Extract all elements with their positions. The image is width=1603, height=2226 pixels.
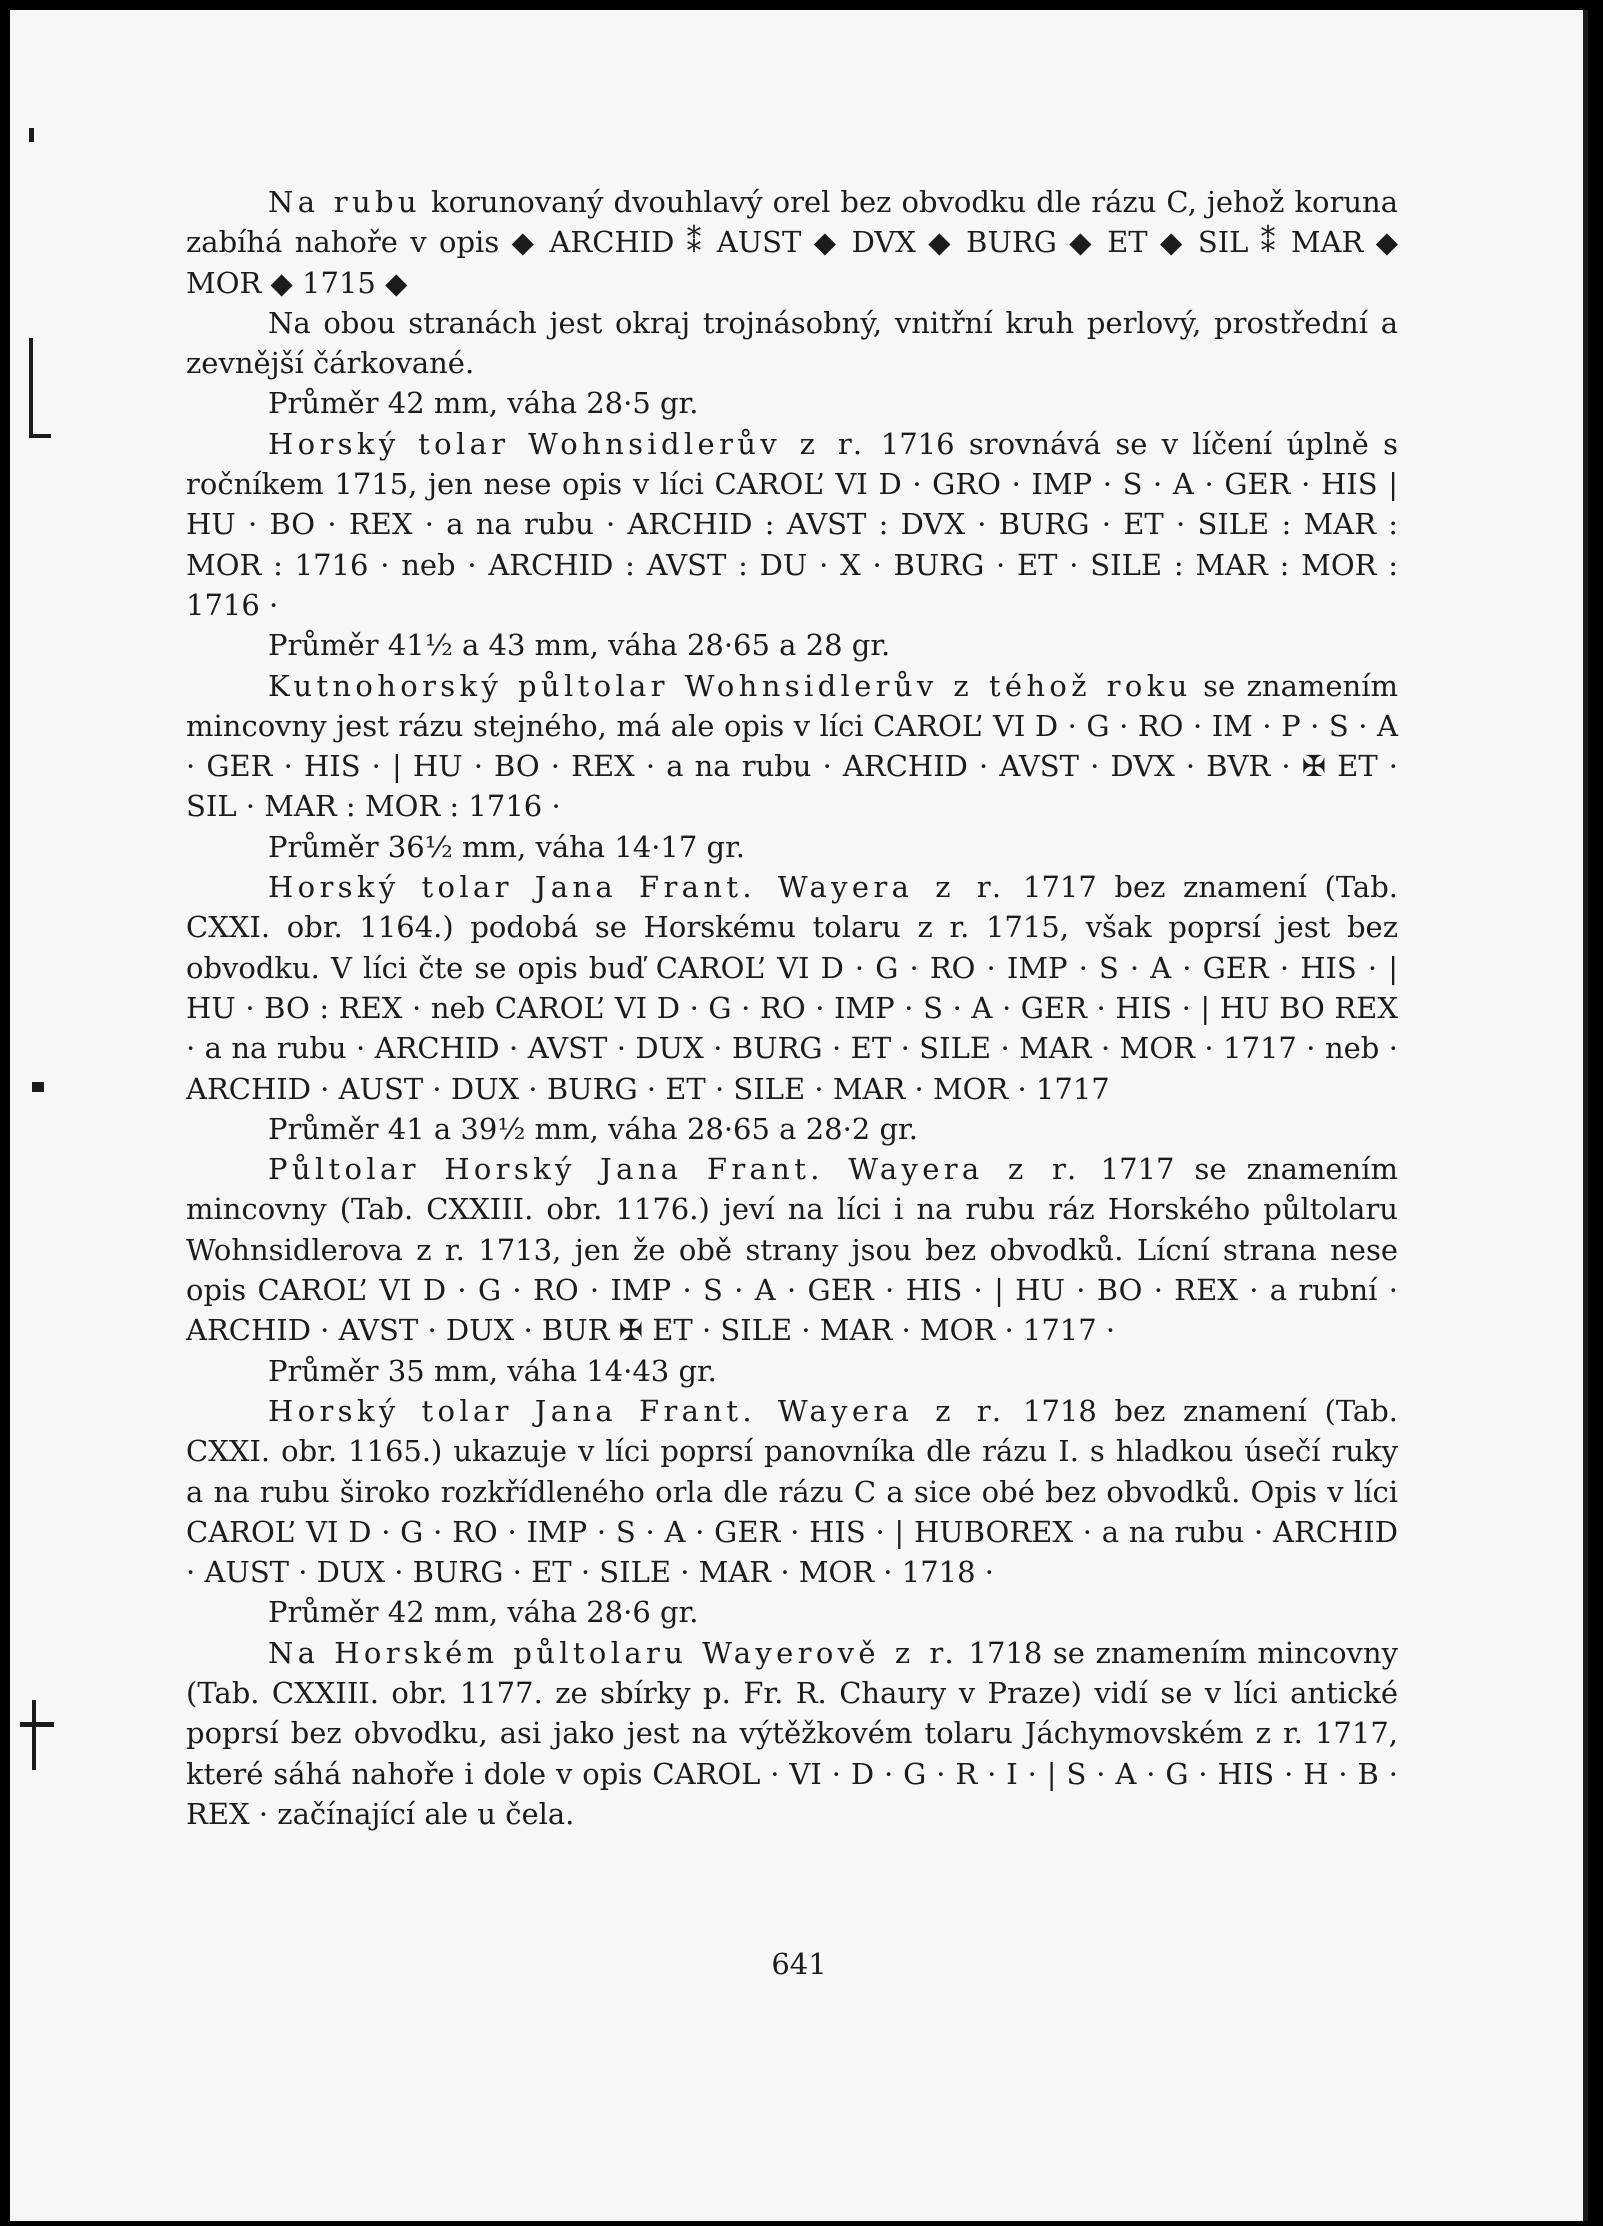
left-margin-tick [20, 1722, 54, 1727]
paragraph-lead: Na rubu [268, 185, 421, 219]
measurement-text: Průměr 35 mm, váha 14·43 gr. [268, 1353, 717, 1388]
measurement-line [186, 1592, 1398, 1632]
measurement-line [186, 1109, 1398, 1149]
paragraph-lead: Kutnohorský půltolar Wohnsidlerův z téhož roku [268, 668, 1192, 703]
paragraph [186, 182, 1398, 303]
paragraph-text: se znamením mincovny jest rázu stejného, má ale opis v líci CAROL’ VI D · G · RO · IM · P · S · A · GER · HIS · | HU · BO · REX · a na rubu · ARCHID · AVST · DVX · BVR · ✠ ET · SIL · MAR : MOR : 1716 · [186, 668, 1398, 824]
measurement-text: Průměr 42 mm, váha 28·5 gr. [268, 386, 699, 421]
measurement-line [186, 383, 1398, 423]
measurement-line [186, 1351, 1398, 1391]
paragraph [186, 867, 1398, 1109]
measurement-line [186, 827, 1398, 867]
measurement-text: Průměr 36½ mm, váha 14·17 gr. [268, 829, 746, 864]
paragraph-lead: Horský tolar Jana Frant. Wayera z r. [268, 1393, 1006, 1428]
left-margin-mark [32, 1082, 44, 1092]
paragraph-lead: Horský tolar Jana Frant. Wayera z r. [268, 870, 1006, 905]
paragraph-text: 1716 srovnává se v líčení úplně s ročníkem 1715, jen nese opis v líci CAROL’ VI D · GRO · IMP · S · A · GER · HIS | HU · BO · REX · a na rubu · ARCHID : AVST : DVX · BURG · ET · SILE : MAR : MOR : 1716 · neb · ARCHID : AVST : DU · X · BURG · ET · SILE : MAR : MOR : 1716 · [186, 426, 1398, 622]
paragraph [186, 303, 1398, 384]
paragraph-lead: Na Horském půltolaru Wayerově z r. [268, 1635, 958, 1670]
left-margin-line [32, 1700, 36, 1770]
document-page [10, 10, 1588, 2221]
right-edge-line [1583, 10, 1588, 2221]
paragraph-text: 1718 bez znamení (Tab. CXXI. obr. 1165.) ukazuje v líci poprsí panovníka dle rázu I. s hladkou úsečí ruky a na rubu široko rozkřídleného orla dle rázu C a sice obé bez obvodků. Opis v líci CAROL’ VI D · G · RO · IMP · S · A · GER · HIS · | HUBOREX · a na rubu · ARCHID · AUST · DUX · BURG · ET · SILE · MAR · MOR · 1718 · [186, 1393, 1398, 1590]
paragraph [186, 1633, 1398, 1834]
paragraph [186, 424, 1398, 625]
measurement-line [186, 625, 1398, 665]
measurement-text: Průměr 42 mm, váha 28·6 gr. [268, 1595, 699, 1630]
paragraph-lead: Půltolar Horský Jana Frant. Wayera z r. [268, 1152, 1081, 1187]
left-margin-bracket [29, 338, 33, 438]
left-margin-mark [29, 128, 34, 142]
measurement-text: Průměr 41 a 39½ mm, váha 28·65 a 28·2 gr. [268, 1111, 918, 1146]
page-number: 641 [771, 1947, 827, 1981]
paragraph-text: 1717 bez znamení (Tab. CXXI. obr. 1164.) podobá se Horskému tolaru z r. 1715, však poprsí jest bez obvodku. V líci čte se opis buď CAROL’ VI D · G · RO · IMP · S · A · GER · HIS · | HU · BO : REX · neb CAROL’ VI D · G · RO · IMP · S · A · GER · HIS · | HU BO REX · a na rubu · ARCHID · AVST · DUX · BURG · ET · SILE · MAR · MOR · 1717 · neb · ARCHID · AUST · DUX · BURG · ET · SILE · MAR · MOR · 1717 [186, 870, 1398, 1106]
paragraph-text: 1718 se znamením mincovny (Tab. CXXIII. obr. 1177. ze sbírky p. Fr. R. Chaury v Praze) vidí se v líci antické poprsí bez obvodku, asi jako jest na výtěžkovém tolaru Jáchymovském z r. 1717, které sáhá nahoře i dole v opis CAROL · VI · D · G · R · I · | S · A · G · HIS · H · B · REX · začínající ale u čela. [186, 1635, 1398, 1831]
paragraph [186, 1149, 1398, 1350]
body-text [186, 182, 1398, 1834]
left-margin-bracket-foot [29, 434, 51, 438]
paragraph-lead: Horský tolar Wohnsidlerův z r. [268, 426, 867, 461]
paragraph [186, 666, 1398, 827]
paragraph-text: korunovaný dvouhlavý orel bez obvodku dle rázu C, jehož koruna zabíhá nahoře v opis ◆ ARCHID ⁑ AUST ◆ DVX ◆ BURG ◆ ET ◆ SIL ⁑ MAR ◆ MOR ◆ 1715 ◆ [186, 185, 1398, 300]
paragraph [186, 1391, 1398, 1592]
paragraph-text: Na obou stranách jest okraj trojnásobný, vnitřní kruh perlový, prostřední a zevnější čárkované. [186, 305, 1398, 381]
paragraph-text: 1717 se znamením mincovny (Tab. CXXIII. obr. 1176.) jeví na líci i na rubu ráz Horského půltolaru Wohnsidlerova z r. 1713, jen že obě strany jsou bez obvodků. Lícní strana nese opis CAROL’ VI D · G · RO · IMP · S · A · GER · HIS · | HU · BO · REX · a rubní · ARCHID · AVST · DUX · BUR ✠ ET · SILE · MAR · MOR · 1717 · [186, 1152, 1398, 1348]
measurement-text: Průměr 41½ a 43 mm, váha 28·65 a 28 gr. [268, 628, 891, 663]
